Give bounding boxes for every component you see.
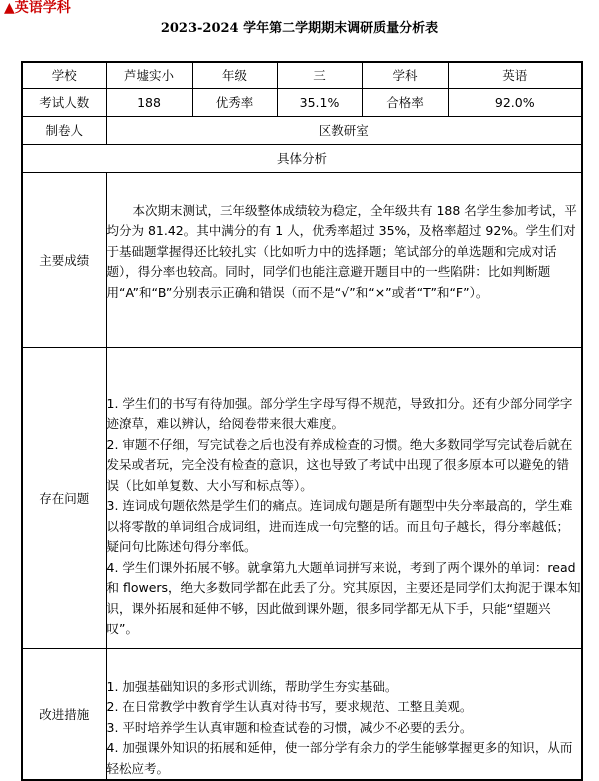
analysis-table [21,61,583,781]
achievements-cell [106,172,582,347]
school-label: 学校 [22,62,106,88]
measures-cell [106,648,582,780]
measure-item: 1. 加强基础知识的多形式训练，帮助学生夯实基础。 [106,678,398,694]
excellent-rate-value: 35.1% [277,88,362,116]
pass-rate-label: 合格率 [362,88,448,116]
analysis-heading: 具体分析 [22,144,582,172]
subject-label: 学科 [362,62,448,88]
achievements-text: 本次期末测试，三年级整体成绩较为稳定，全年级共有 188 名学生参加考试，平均分为 81.42。其中满分的有 1 人，优秀率超过 35%，及格率超过 92%。学生们对于基础题掌握得还比较扎实（比如听力中的选择题；笔试部分的单选题和完成对话题），得分率也较高。同时，同学们也能注意避开题目中的一些陷阱：比如判断题用“A”和“B”分别表示正确和错误（而不是“√”和“×”或者“T”和“F”）。 [106,202,577,300]
subject-tag: ▲英语学科 [4,0,71,16]
document-title: 2023-2024 学年第二学期期末调研质量分析表 [160,21,439,36]
grade-value: 三 [277,62,362,88]
measure-item: 4. 加强课外知识的拓展和延伸，使一部分学有余力的学生能够掌握更多的知识，从而轻松应考。 [106,740,573,776]
measures-label: 改进措施 [22,648,106,780]
achievements-label: 主要成绩 [22,172,106,347]
measure-item: 2. 在日常教学中教育学生认真对待书写，要求规范、工整且美观。 [106,699,473,714]
examinees-label: 考试人数 [22,88,106,116]
problems-label: 存在问题 [22,347,106,648]
examinees-value: 188 [106,88,192,116]
subject-value: 英语 [448,62,582,88]
measure-item: 3. 平时培养学生认真审题和检查试卷的习惯，减少不必要的丢分。 [106,719,473,735]
problem-item: 3. 连词成句题依然是学生们的痛点。连词成句题是所有题型中失分率最高的，学生难以将零散的单词组合成词组，进而连成一句完整的话。而且句子越长，得分率越低；疑问句比陈述句得分率低。 [106,498,573,554]
excellent-rate-label: 优秀率 [192,88,277,116]
problem-item: 2. 审题不仔细，写完试卷之后也没有养成检查的习惯。绝大多数同学写完试卷后就在发呆或者玩，完全没有检查的意识，这也导致了考试中出现了很多原本可以避免的错误（比如单复数、大小写和标点等）。 [106,436,573,493]
grade-label: 年级 [192,62,277,88]
author-label: 制卷人 [22,116,106,144]
pass-rate-value: 92.0% [448,88,582,116]
problems-cell [106,347,582,648]
school-value: 芦墟实小 [106,62,192,88]
author-value: 区教研室 [106,116,582,144]
problem-item: 4. 学生们课外拓展不够。就拿第九大题单词拼写来说，考到了两个课外的单词：read 和 flowers，绝大多数同学都在此丢了分。究其原因，主要还是同学们太拘泥于课本知识，课外拓展和延伸不够，因此做到课外题，很多同学都无从下手，只能“望题兴叹”。 [106,559,581,636]
problem-item: 1. 学生们的书写有待加强。部分学生字母写得不规范，导致扣分。还有少部分同学字迹潦草，难以辨认，给阅卷带来很大难度。 [106,395,573,431]
